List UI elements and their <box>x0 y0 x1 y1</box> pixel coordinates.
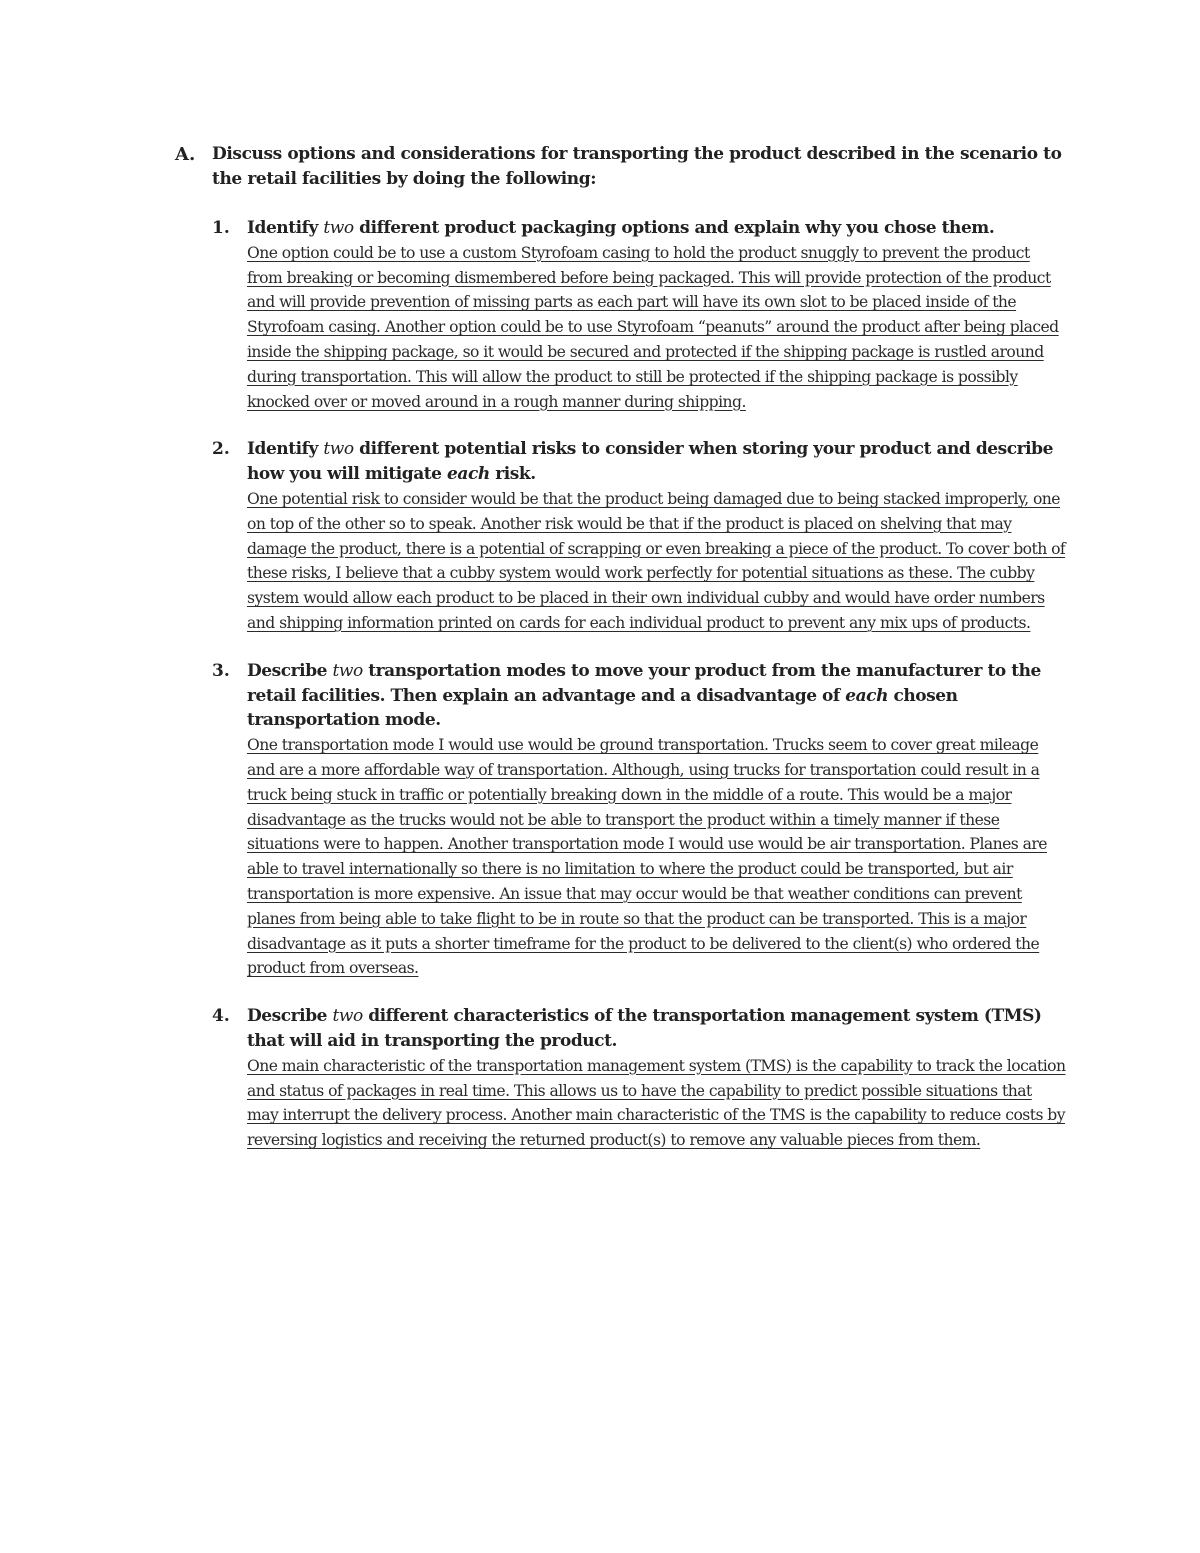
section-heading: Discuss options and considerations for transporting the product described in the scenario to the retail facilities by doing the following: <box>212 144 1062 189</box>
question-text-part: transportation modes to move your product from the manufacturer to the retail facilities. Then explain an advantage and a disadvantage of <box>247 660 1041 706</box>
answer-text: One transportation mode I would use would be ground transportation. Trucks seem to cover great mileage and are a more affordable way of transportation. Although, using trucks for transportation could result in a truck being stuck in traffic or potentially breaking down in the middle of a route. This would be a major disadvantage as the trucks would not be able to transport the product within a timely manner if these situations were to happen. Another transportation mode I would use would be air transportation. Planes are able to travel internationally so there is no limitation to where the product could be transported, but air transportation is more expensive. An issue that may occur would be that weather conditions can prevent planes from being able to take flight to be in route so that the product can be transported. This is a major disadvantage as it puts a shorter timeframe for the product to be delivered to the client(s) who ordered the product from overseas. <box>247 736 1047 978</box>
question-text <box>247 1004 1065 1054</box>
section-marker: A. <box>175 144 196 165</box>
question-item-2 <box>212 437 1065 635</box>
question-text-part: different potential risks to consider when storing your product and describe how you will mitigate <box>247 439 1053 485</box>
question-emphasis: two <box>332 1006 363 1027</box>
question-item-4 <box>212 1004 1065 1153</box>
question-text-part: risk. <box>489 464 536 485</box>
question-number: 2. <box>212 439 230 460</box>
question-text-part: Identify <box>247 439 324 460</box>
question-text <box>247 216 1065 241</box>
answer-text: One option could be to use a custom Styrofoam casing to hold the product snuggly to prevent the product from breaking or becoming dismembered before being packaged. This will provide protection of the product and will provide prevention of missing parts as each part will have its own slot to be placed inside of the Styrofoam casing. Another option could be to use Styrofoam “peanuts” around the product after being placed inside the shipping package, so it would be secured and protected if the shipping package is rustled around during transportation. This will allow the product to still be protected if the shipping package is possibly knocked over or moved around in a rough manner during shipping. <box>247 243 1059 411</box>
section-a <box>175 142 1065 1176</box>
question-number: 3. <box>212 660 230 681</box>
question-number: 1. <box>212 218 230 238</box>
question-emphasis: two <box>323 218 354 238</box>
answer-text: One main characteristic of the transportation management system (TMS) is the capability to track the location and status of packages in real time. This allows us to have the capability to predict possible situations that may interrupt the delivery process. Another main characteristic of the TMS is the capability to reduce costs by reversing logistics and receiving the returned product(s) to remove any valuable pieces from them. <box>247 1056 1066 1150</box>
question-item-3 <box>212 659 1065 981</box>
question-list <box>212 216 1065 1153</box>
answer-text: One potential risk to consider would be that the product being damaged due to being stacked improperly, one on top of the other so to speak. Another risk would be that if the product is placed on shelving that may damage the product, there is a potential of scrapping or even breaking a piece of the product. To cover both of these risks, I believe that a cubby system would work perfectly for potential situations as these. The cubby system would allow each product to be placed in their own individual cubby and would have order numbers and shipping information printed on cards for each individual product to prevent any mix ups of products. <box>247 489 1066 632</box>
question-text-part: chosen transportation mode. <box>247 685 958 731</box>
question-text-part: different characteristics of the transportation management system (TMS) that will aid in transporting the product. <box>247 1006 1042 1051</box>
question-item-1 <box>212 216 1065 414</box>
question-text-part: Describe <box>247 1006 333 1027</box>
question-emphasis: each <box>447 464 490 485</box>
question-text <box>247 437 1065 487</box>
question-emphasis: two <box>323 439 354 460</box>
question-emphasis: two <box>332 660 363 681</box>
question-text-part: Identify <box>247 218 324 238</box>
question-number: 4. <box>212 1006 230 1027</box>
question-text-part: Describe <box>247 660 333 681</box>
question-text <box>247 659 1065 733</box>
question-text-part: different product packaging options and explain why you chose them. <box>353 218 995 238</box>
question-emphasis: each <box>845 685 888 706</box>
